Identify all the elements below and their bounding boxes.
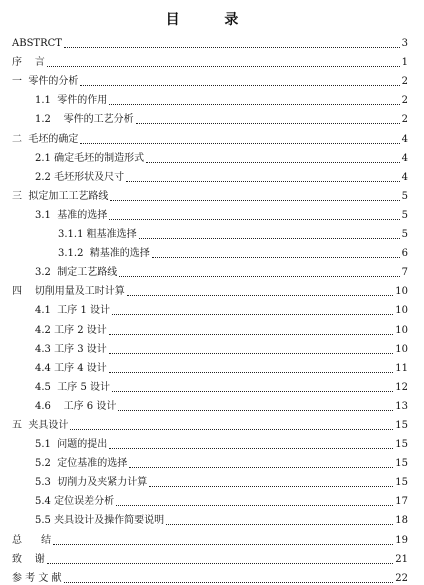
toc-entry[interactable]: [0, 317, 424, 336]
toc-entry[interactable]: [0, 222, 424, 241]
toc-dot-leader: [80, 134, 399, 146]
toc-entry[interactable]: [0, 126, 424, 145]
toc-entry-label: 总 结: [12, 534, 52, 546]
toc-entry-label: 4.6 工序 6 设计: [35, 400, 117, 412]
toc-entry-page-number: 5: [401, 190, 408, 202]
toc-entry-label: 5.4 定位误差分析: [35, 496, 115, 508]
page-title: 目 录: [165, 12, 259, 28]
toc-entry-label: 4.2 工序 2 设计: [35, 324, 107, 336]
toc-entry[interactable]: [0, 279, 424, 298]
toc-dot-leader: [47, 57, 400, 69]
toc-entry-label: 四 切削用量及工时计算: [12, 286, 125, 298]
toc-entry[interactable]: [0, 88, 424, 107]
toc-dot-leader: [64, 573, 394, 585]
toc-dot-leader: [109, 363, 393, 375]
toc-entry-page-number: 1: [401, 57, 408, 69]
toc-entry-label: ABSTRCT: [12, 38, 62, 50]
toc-entry-page-number: 2: [401, 114, 408, 126]
toc-entry[interactable]: [0, 337, 424, 356]
toc-entry[interactable]: [0, 50, 424, 69]
table-of-contents: [0, 31, 424, 585]
toc-entry-label: 1.2 零件的工艺分析: [35, 114, 134, 126]
toc-entry-page-number: 2: [401, 76, 408, 88]
toc-dot-leader: [127, 286, 394, 298]
toc-entry-page-number: 17: [395, 496, 408, 508]
toc-entry-page-number: 22: [395, 572, 408, 584]
toc-entry-page-number: 10: [395, 343, 408, 355]
toc-entry-label: 3.1.2 精基准的选择: [58, 248, 150, 260]
toc-entry-page-number: 19: [395, 534, 408, 546]
toc-entry-label: 致 谢: [12, 553, 45, 565]
toc-dot-leader: [109, 210, 399, 222]
toc-entry[interactable]: [0, 432, 424, 451]
toc-dot-leader: [64, 38, 400, 50]
toc-entry-label: 二 毛坯的确定: [12, 133, 79, 145]
toc-entry-page-number: 15: [395, 439, 408, 451]
toc-dot-leader: [126, 172, 400, 184]
toc-entry-label: 一 零件的分析: [12, 76, 79, 88]
toc-dot-leader: [166, 515, 393, 527]
toc-entry-page-number: 15: [395, 419, 408, 431]
toc-entry-label: 3.2 制定工艺路线: [35, 267, 118, 279]
toc-entry-page-number: 7: [401, 267, 408, 279]
toc-entry[interactable]: [0, 566, 424, 585]
toc-entry-label: 4.1 工序 1 设计: [35, 305, 110, 317]
toc-dot-leader: [109, 325, 393, 337]
toc-dot-leader: [116, 496, 393, 508]
toc-dot-leader: [149, 477, 393, 489]
toc-entry[interactable]: [0, 527, 424, 546]
toc-entry-page-number: 11: [395, 362, 408, 374]
toc-entry-page-number: 10: [395, 286, 408, 298]
toc-entry[interactable]: [0, 31, 424, 50]
toc-entry-label: 4.4 工序 4 设计: [35, 362, 107, 374]
toc-dot-leader: [70, 420, 393, 432]
toc-entry-page-number: 10: [395, 324, 408, 336]
toc-entry-label: 5.1 问题的提出: [35, 439, 108, 451]
toc-entry-page-number: 5: [401, 229, 408, 241]
toc-entry-label: 5.3 切削力及夹紧力计算: [35, 477, 148, 489]
toc-entry-label: 三 拟定加工工艺路线: [12, 190, 109, 202]
toc-entry[interactable]: [0, 547, 424, 566]
toc-entry-label: 3.1.1 粗基准选择: [58, 229, 137, 241]
toc-entry-label: 4.5 工序 5 设计: [35, 381, 110, 393]
toc-entry-page-number: 15: [395, 458, 408, 470]
toc-dot-leader: [112, 382, 393, 394]
toc-entry-page-number: 6: [401, 248, 408, 260]
toc-entry-page-number: 12: [395, 381, 408, 393]
toc-dot-leader: [139, 229, 400, 241]
toc-entry[interactable]: [0, 470, 424, 489]
toc-entry-page-number: 10: [395, 305, 408, 317]
toc-dot-leader: [118, 401, 393, 413]
toc-entry[interactable]: [0, 489, 424, 508]
toc-entry-page-number: 3: [401, 38, 408, 50]
toc-dot-leader: [109, 344, 393, 356]
toc-entry[interactable]: [0, 165, 424, 184]
toc-dot-leader: [110, 191, 399, 203]
toc-dot-leader: [109, 95, 399, 107]
toc-entry[interactable]: [0, 69, 424, 88]
toc-entry-label: 参 考 文 献: [12, 572, 62, 584]
toc-entry-page-number: 4: [401, 152, 408, 164]
toc-dot-leader: [112, 305, 393, 317]
toc-entry[interactable]: [0, 241, 424, 260]
toc-entry-label: 5.2 定位基准的选择: [35, 458, 128, 470]
toc-entry[interactable]: [0, 184, 424, 203]
toc-entry[interactable]: [0, 375, 424, 394]
toc-entry-page-number: 2: [401, 95, 408, 107]
toc-entry[interactable]: [0, 146, 424, 165]
toc-entry[interactable]: [0, 298, 424, 317]
toc-entry-page-number: 4: [401, 171, 408, 183]
toc-entry-label: 3.1 基准的选择: [35, 209, 108, 221]
toc-entry[interactable]: [0, 356, 424, 375]
toc-entry-page-number: 21: [395, 553, 408, 565]
toc-entry[interactable]: [0, 508, 424, 527]
toc-entry-label: 2.2 毛坯形状及尺寸: [35, 171, 125, 183]
toc-entry-page-number: 18: [395, 515, 408, 527]
toc-entry[interactable]: [0, 260, 424, 279]
toc-entry-label: 4.3 工序 3 设计: [35, 343, 107, 355]
toc-entry-label: 1.1 零件的作用: [35, 95, 108, 107]
toc-entry-label: 五 夹具设计: [12, 419, 69, 431]
toc-entry[interactable]: [0, 413, 424, 432]
toc-entry[interactable]: [0, 107, 424, 126]
toc-dot-leader: [109, 439, 393, 451]
toc-entry-page-number: 5: [401, 209, 408, 221]
toc-dot-leader: [152, 248, 400, 260]
toc-dot-leader: [119, 267, 399, 279]
toc-dot-leader: [146, 153, 400, 165]
toc-entry[interactable]: [0, 451, 424, 470]
toc-dot-leader: [129, 458, 393, 470]
toc-entry-label: 2.1 确定毛坯的制造形式: [35, 152, 145, 164]
toc-dot-leader: [47, 554, 394, 566]
toc-entry-label: 5.5 夹具设计及操作简要说明: [35, 515, 165, 527]
toc-dot-leader: [53, 535, 393, 547]
toc-entry-page-number: 13: [395, 400, 408, 412]
toc-entry[interactable]: [0, 203, 424, 222]
toc-dot-leader: [80, 76, 399, 88]
toc-entry-page-number: 15: [395, 477, 408, 489]
toc-entry-page-number: 4: [401, 133, 408, 145]
toc-dot-leader: [136, 114, 400, 126]
toc-entry[interactable]: [0, 394, 424, 413]
toc-entry-label: 序 言: [12, 57, 45, 69]
